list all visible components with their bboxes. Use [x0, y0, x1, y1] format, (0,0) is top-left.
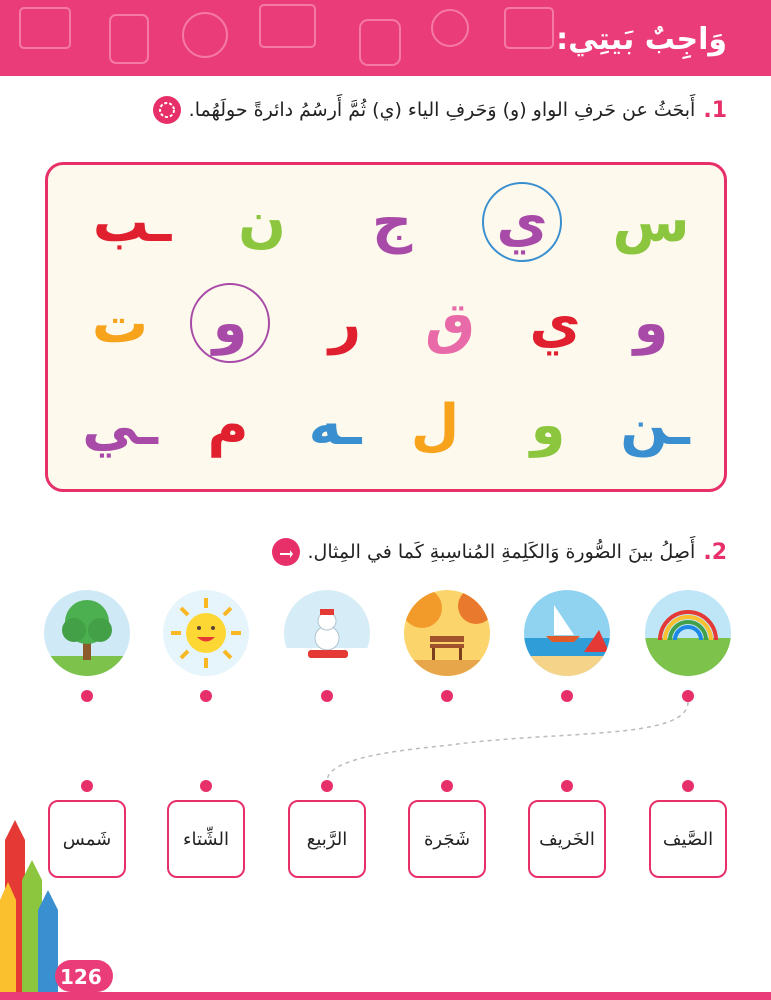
word-box[interactable]: الصَّيف [649, 800, 727, 878]
letter[interactable]: ـب [92, 189, 172, 255]
word-box[interactable]: الرَّبيع [288, 800, 366, 878]
letter[interactable]: م [207, 392, 249, 458]
letter[interactable]: ت [91, 290, 149, 356]
word-dot[interactable] [441, 780, 453, 792]
letter[interactable]: ـه [308, 392, 362, 458]
word-box[interactable]: الخَريف [528, 800, 606, 878]
word-dot[interactable] [200, 780, 212, 792]
word-dot[interactable] [81, 780, 93, 792]
letter[interactable]: س [612, 189, 690, 255]
question-1-text: أَبحَثُ عن حَرفِ الواو (و) وَحَرفِ الياء (ي) ثُمَّ أَرسُمُ دائرةً حولَهُما. [188, 99, 696, 121]
word-dot[interactable] [682, 780, 694, 792]
question-2-number: 2. [703, 539, 727, 565]
letter[interactable]: ي [529, 290, 581, 356]
letter[interactable]: ر [328, 290, 362, 356]
question-1-number: 1. [703, 97, 727, 123]
letter[interactable]: ـن [620, 392, 690, 458]
page-number: 126 [60, 965, 102, 989]
letter[interactable]: ج [371, 189, 413, 255]
word-box[interactable]: شَمس [48, 800, 126, 878]
circled-letter[interactable]: و [190, 283, 270, 363]
word-box[interactable]: شَجَرة [408, 800, 486, 878]
circled-letter[interactable]: ي [482, 182, 562, 262]
letter[interactable]: ل [410, 392, 460, 458]
letter[interactable]: ـي [82, 392, 158, 458]
word-dot[interactable] [561, 780, 573, 792]
letter[interactable]: و [633, 290, 669, 356]
word-dot[interactable] [321, 780, 333, 792]
letter[interactable]: و [530, 392, 566, 458]
word-box[interactable]: الشِّتاء [167, 800, 245, 878]
page-title: وَاجِبٌ بَيتِي: [556, 22, 727, 57]
letter[interactable]: ق [424, 290, 476, 356]
question-2-text: أَصِلُ بينَ الصُّورة وَالكَلِمةِ المُناسِبةِ كَما في المِثال. [307, 541, 696, 563]
bottom-bar [0, 992, 771, 1000]
letter[interactable]: ن [238, 189, 286, 255]
